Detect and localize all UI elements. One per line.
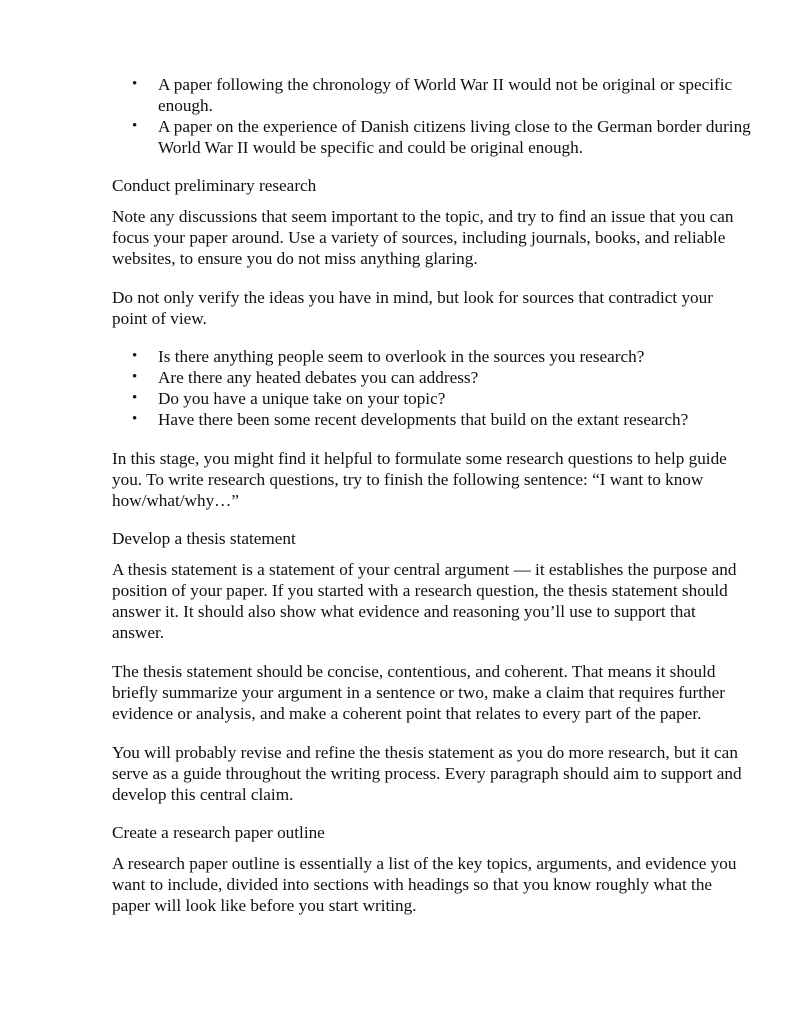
paragraph: A thesis statement is a statement of your central argument — it establishes the purpose and position of your paper. If you started with a research question, the thesis statement should answer it. It should also show what evidence and reasoning you’ll use to support that answer. (112, 560, 737, 642)
paragraph: The thesis statement should be concise, contentious, and coherent. That means it should briefly summarize your argument in a sentence or two, make a claim that requires further evidence or analysis, and make a coherent point that relates to every part of the paper. (112, 662, 725, 723)
section-heading-outline: Create a research paper outline (112, 823, 325, 842)
section-heading-thesis-statement: Develop a thesis statement (112, 529, 296, 548)
paragraph: Note any discussions that seem important to the topic, and try to find an issue that you can focus your paper around. Use a variety of sources, including journals, books, and reliable websites, to ensure you do not miss anything glaring. (112, 207, 734, 268)
bullet-list-examples (112, 74, 752, 158)
paragraph: A research paper outline is essentially a list of the key topics, arguments, and evidence you want to include, divided into sections with headings so that you know roughly what the paper will look like before you start writing. (112, 854, 737, 915)
paragraph: You will probably revise and refine the thesis statement as you do more research, but it can serve as a guide throughout the writing process. Every paragraph should aim to support and develop this central claim. (112, 743, 742, 804)
section-heading-preliminary-research: Conduct preliminary research (112, 176, 317, 195)
list-item: • Is there anything people seem to overlook in the sources you research? (112, 346, 752, 367)
list-item: • Do you have a unique take on your topic? (112, 388, 752, 409)
list-item: • Have there been some recent developments that build on the extant research? (112, 409, 752, 430)
bullet-list-questions (112, 346, 752, 430)
paragraph: Do not only verify the ideas you have in mind, but look for sources that contradict your point of view. (112, 288, 713, 328)
list-item: • A paper following the chronology of World War II would not be original or specific enough. (112, 74, 752, 116)
list-item: • Are there any heated debates you can address? (112, 367, 752, 388)
document-page (112, 74, 752, 934)
paragraph: In this stage, you might find it helpful to formulate some research questions to help guide you. To write research questions, try to finish the following sentence: “I want to know how/what/why…” (112, 449, 727, 510)
list-item: • A paper on the experience of Danish citizens living close to the German border during World War II would be specific and could be original enough. (112, 116, 752, 158)
